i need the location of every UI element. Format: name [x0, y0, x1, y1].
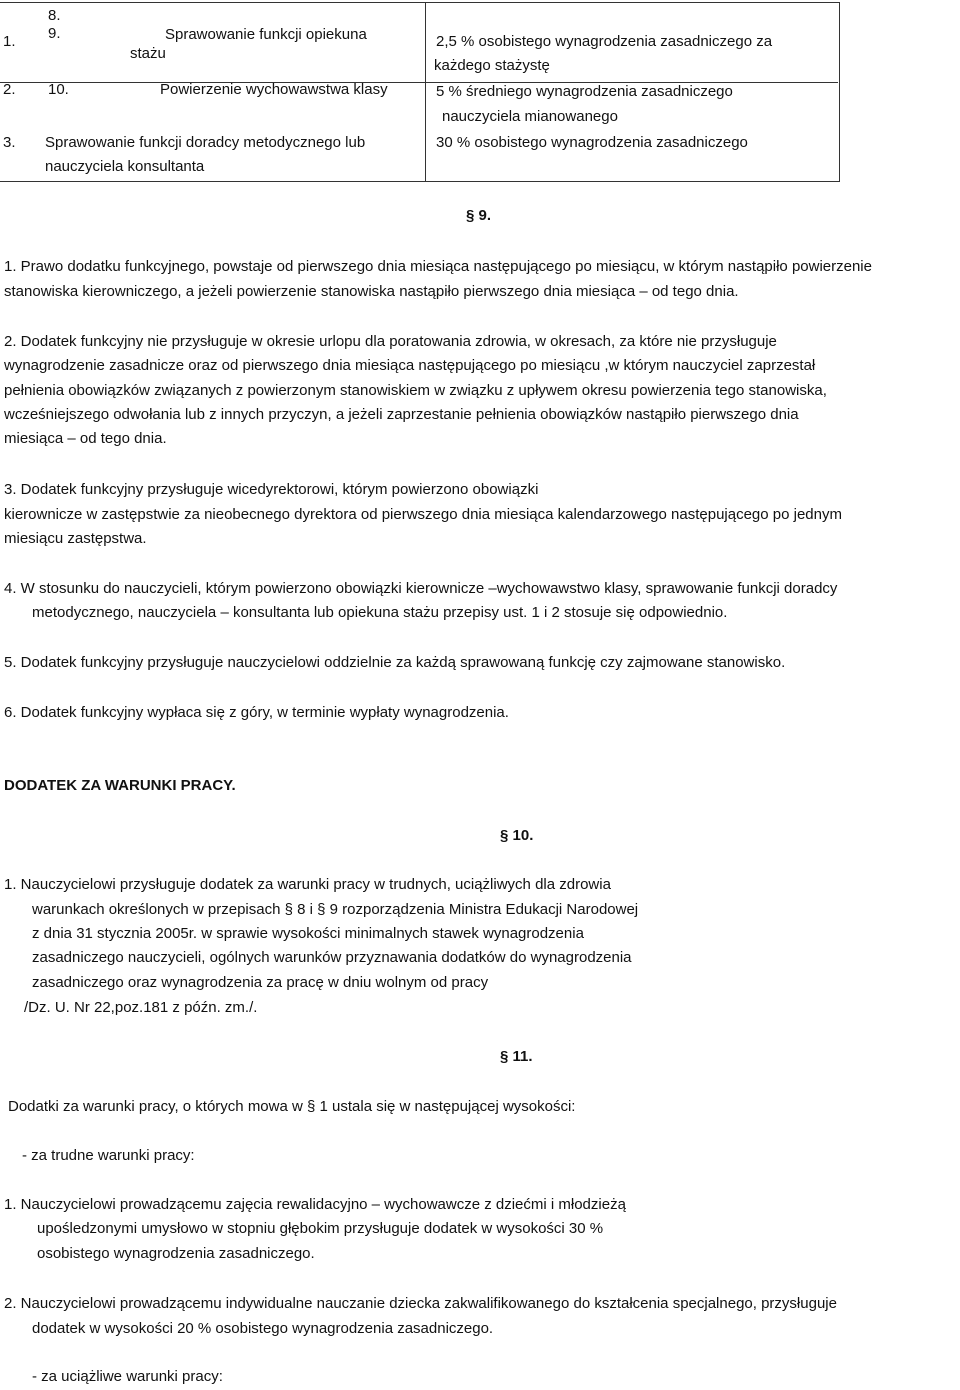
paragraph-line: wynagrodzenie zasadnicze oraz od pierwszego dnia miesiąca następującego po miesiącu ,w którym nauczyciel zaprzestał [4, 357, 816, 374]
paragraph-line: wcześniejszego odwołania lub z innych przyczyn, a jeżeli zaprzestanie pełnienia obowiązków nastąpiło pierwszego dnia [4, 406, 799, 423]
paragraph-line: 1. Nauczycielowi przysługuje dodatek za warunki pracy w trudnych, uciążliwych dla zdrowia [4, 876, 611, 893]
paragraph-line: osobistego wynagrodzenia zasadniczego. [37, 1245, 315, 1262]
row-number: 1. [3, 33, 16, 50]
paragraph-line: miesiąca – od tego dnia. [4, 430, 167, 447]
paragraph-line: 5. Dodatek funkcyjny przysługuje nauczycielowi oddzielnie za każdą sprawowaną funkcję czy zajmowane stanowisko. [4, 654, 786, 671]
allowance-line: 2,5 % osobistego wynagrodzenia zasadniczego za [436, 33, 773, 50]
subheading: - za uciążliwe warunki pracy: [32, 1368, 223, 1385]
function-name-line: Sprawowanie funkcji opiekuna [165, 26, 367, 43]
paragraph-line: z dnia 31 stycznia 2005r. w sprawie wysokości minimalnych stawek wynagrodzenia [32, 925, 584, 942]
row-number: 3. [3, 134, 16, 151]
section-title: DODATEK ZA WARUNKI PRACY. [4, 777, 236, 794]
function-name-line: nauczyciela konsultanta [45, 158, 205, 175]
paragraph-line: 2. Nauczycielowi prowadzącemu indywidualne nauczanie dziecka zakwalifikowanego do kształcenia specjalnego, przysługuje [4, 1295, 837, 1312]
section-heading: § 10. [500, 827, 534, 844]
row-sub-number: 10. [48, 81, 69, 98]
row-sub-number: 8. [48, 7, 61, 24]
function-name-line: Sprawowanie funkcji doradcy metodycznego lub [45, 134, 366, 151]
paragraph-line: dodatek w wysokości 20 % osobistego wynagrodzenia zasadniczego. [32, 1320, 494, 1337]
paragraph-line: 2. Dodatek funkcyjny nie przysługuje w okresie urlopu dla poratowania zdrowia, w okresach, za które nie przysługuje [4, 333, 777, 350]
allowance-line: 5 % średniego wynagrodzenia zasadniczego [436, 83, 733, 100]
paragraph-line: 6. Dodatek funkcyjny wypłaca się z góry, w terminie wypłaty wynagrodzenia. [4, 704, 509, 721]
paragraph-line: zasadniczego nauczycieli, ogólnych warunków przyznawania dodatków do wynagrodzenia [32, 949, 632, 966]
paragraph-line: stanowiska kierowniczego, a jeżeli powierzenie stanowiska nastąpiło pierwszego dnia miesiąca – od tego dnia. [4, 283, 739, 300]
row-number: 2. [3, 81, 16, 98]
paragraph-line: warunkach określonych w przepisach § 8 i § 9 rozporządzenia Ministra Edukacji Narodowej [32, 901, 639, 918]
row-sub-number: 9. [48, 25, 61, 42]
table-column-divider [425, 3, 426, 181]
section-heading: § 11. [500, 1048, 533, 1065]
allowance-line: 30 % osobistego wynagrodzenia zasadniczego [436, 134, 748, 151]
paragraph-line: 4. W stosunku do nauczycieli, którym powierzono obowiązki kierownicze –wychowawstwo klasy, sprawowanie funkcji doradcy [4, 580, 838, 597]
paragraph-line: Dodatki za warunki pracy, o których mowa w § 1 ustala się w następującej wysokości: [8, 1098, 576, 1115]
function-name-line: stażu [130, 45, 166, 62]
paragraph-line: 1. Prawo dodatku funkcyjnego, powstaje od pierwszego dnia miesiąca następującego po miesiącu, w którym nastąpiło powierzenie [4, 258, 872, 275]
allowance-line: każdego stażystę [434, 57, 550, 74]
section-heading: § 9. [466, 207, 492, 224]
paragraph-line: upośledzonymi umysłowo w stopniu głębokim przysługuje dodatek w wysokości 30 % [37, 1220, 604, 1237]
paragraph-line: zasadniczego oraz wynagrodzenia za pracę w dniu wolnym od pracy [32, 974, 489, 991]
paragraph-line: kierownicze w zastępstwie za nieobecnego dyrektora od pierwszego dnia miesiąca kalendarzowego następującego po jednym [4, 506, 842, 523]
subheading: - za trudne warunki pracy: [22, 1147, 195, 1164]
paragraph-line: /Dz. U. Nr 22,poz.181 z późn. zm./. [24, 999, 258, 1016]
paragraph-line: pełnienia obowiązków związanych z powierzonym stanowiskiem w związku z upływem okresu powierzenia tego stanowiska, [4, 382, 827, 399]
function-name-line: Powierzenie wychowawstwa klasy [160, 81, 388, 98]
paragraph-line: miesiącu zastępstwa. [4, 530, 147, 547]
paragraph-line: 1. Nauczycielowi prowadzącemu zajęcia rewalidacyjno – wychowawcze z dziećmi i młodzieżą [4, 1196, 626, 1213]
paragraph-line: 3. Dodatek funkcyjny przysługuje wicedyrektorowi, którym powierzono obowiązki [4, 481, 539, 498]
paragraph-line: metodycznego, nauczyciela – konsultanta lub opiekuna stażu przepisy ust. 1 i 2 stosuje się odpowiednio. [32, 604, 728, 621]
allowance-line: nauczyciela mianowanego [442, 108, 618, 125]
